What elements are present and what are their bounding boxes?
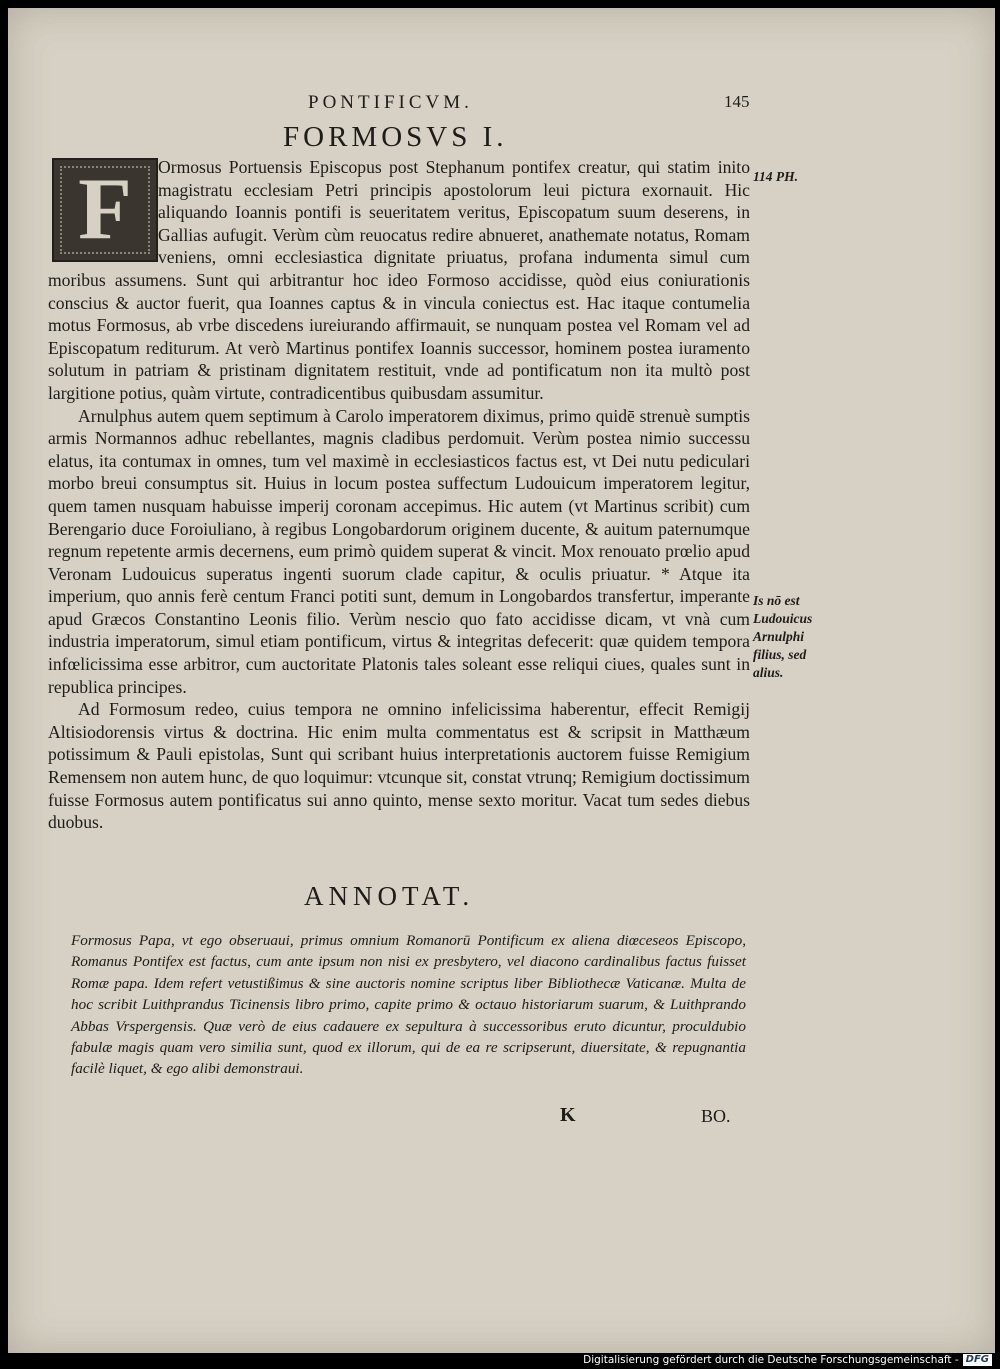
book-page (8, 8, 995, 1353)
annotation-text: Formosus Papa, vt ego obseruaui, primus omnium Romanorū Pontificum ex aliena diœceseos Episcopo, Romanus Pontifex est factus, cum ante ipsum non nisi ex presbytero, vel diacono cardinalibus factus fuisset Romæ papa. Idem refert vetustißimus & sine auctoris nomine scriptus liber Bibliothecæ Vaticanæ. Multa de hoc scribit Luithprandus Ticinensis libro primo, capite primo & octauo historiarum suarum, & Luithprando Abbas Vrspergensis. Quæ verò de eius cadauere ex sepultura à successoribus eruto dicuntur, proculdubio fabulæ magis quam vero similia sunt, quod ex illorum, qui de ea re scripserunt, diuersitate, & repugnantia facilè liquet, & ego alibi demonstraui. (71, 932, 746, 1078)
paragraph-2: Arnulphus autem quem septimum à Carolo imperatorem diximus, primo quidē strenuè sumptis armis Normannos adhuc rebellantes, magnis cladibus perdomuit. Verùm postea nimio successu elatus, ita contumax in omnes, tum vel maximè in ecclesiasticos factus est, vt Dei nutu pediculari morbo breui consumptus sit. Huius in locum postea suffectum Ludouicum imperatorem legitur, quem tamen nusquam habuisse imperij coronam accepimus. Hic autem (vt Martinus scribit) cum Berengario duce Foroiuliano, à regibus Longobardorum originem ducente, & auitum paternumque regnum repetente armis decernens, eum primò quidem superat & vincit. Mox renouato prœlio apud Veronam Ludouicus superatus ingenti suorum clade capitur, & oculis priuatur. * Atque ita imperium, quo annis ferè centum Franci potiti sunt, demum in Longobardos transfertur, imperante apud Græcos Constantino Leonis filio. Verùm nescio quo fato accidisse dicam, vt vnà cum industria imperatorum, simul etiam pontificum, virtus & integritas defecerit: quæ quidem tempora infœlicissima esse arbitror, cum auctoritate Platonis tales soleant esse reliqui ciues, quales sunt in republica principes. (48, 405, 750, 697)
dfg-logo-icon: DFG (963, 1354, 992, 1366)
margin-note-1: 114 PH. (753, 169, 799, 184)
drop-cap-ornament (60, 161, 150, 258)
drop-cap-initial (52, 158, 158, 262)
running-head: PONTIFICVM. (308, 92, 473, 113)
digitization-footer (583, 1353, 992, 1367)
margin-note-2: Is nō est Ludouicus Arnulphi filius, sed alius. (753, 593, 813, 680)
paragraph-3: Ad Formosum redeo, cuius tempora ne omnino infelicissima haberentur, effecit Remigij Altisiodorensis virtus & doctrina. Hic enim multa commentatus est & scripsit in Matthæum potissimum & Pauli epistolas, Sunt qui scribant huius interpretationis auctorem fuisse Remigium Remensem non autem hunc, de quo loquimur: vtcunque sit, constat vtrunq; Remigium doctissimum fuisse Formosus autem pontificatus sui anno quinto, mense sexto moritur. Vacat tum sedes diebus duobus. (48, 699, 750, 833)
catchword: BO. (701, 1106, 731, 1126)
chapter-title: FORMOSVS I. (283, 121, 508, 153)
page-number: 145 (724, 92, 750, 111)
signature-mark: K (560, 1104, 576, 1126)
annotation-title: ANNOTAT. (304, 881, 475, 911)
footer-text: Digitalisierung gefördert durch die Deutsche Forschungsgemeinschaft - (583, 1354, 959, 1366)
paragraph-1: Ormosus Portuensis Episcopus post Stephanum pontifex creatur, qui statim inito magistratu ecclesiam Petri principis apostolorum leui pictura exornauit. Hic aliquando Ioannis pontifi is seueritatem veritus, Episcopatum suum deserens, in Gallias aufugit. Verùm cùm reuocatus redire abnueret, anathemate notatus, Romam veniens, omni ecclesiastica dignitate priuatus, profana indumenta simul cum moribus assumens. Sunt qui arbitrantur hoc ideo Formoso accidisse, quòd eius coniurationis conscius & auctor fuerit, qua Ioannes captus & in vincula coniectus est. Hac itaque contumelia motus Formosus, ab vrbe discedens iureiurando affirmauit, se nunquam postea vel Romam vel ad Episcopatum rediturum. At verò Martinus pontifex Ioannis successor, hominem postea iuramento solutum in patriam & pristinam dignitatem restituit, vnde ad pontificatum non ita multò post largitione potius, quàm virtute, contradicentibus quibusdam assumitur. (48, 157, 750, 403)
drop-cap-letter: F (78, 161, 132, 258)
